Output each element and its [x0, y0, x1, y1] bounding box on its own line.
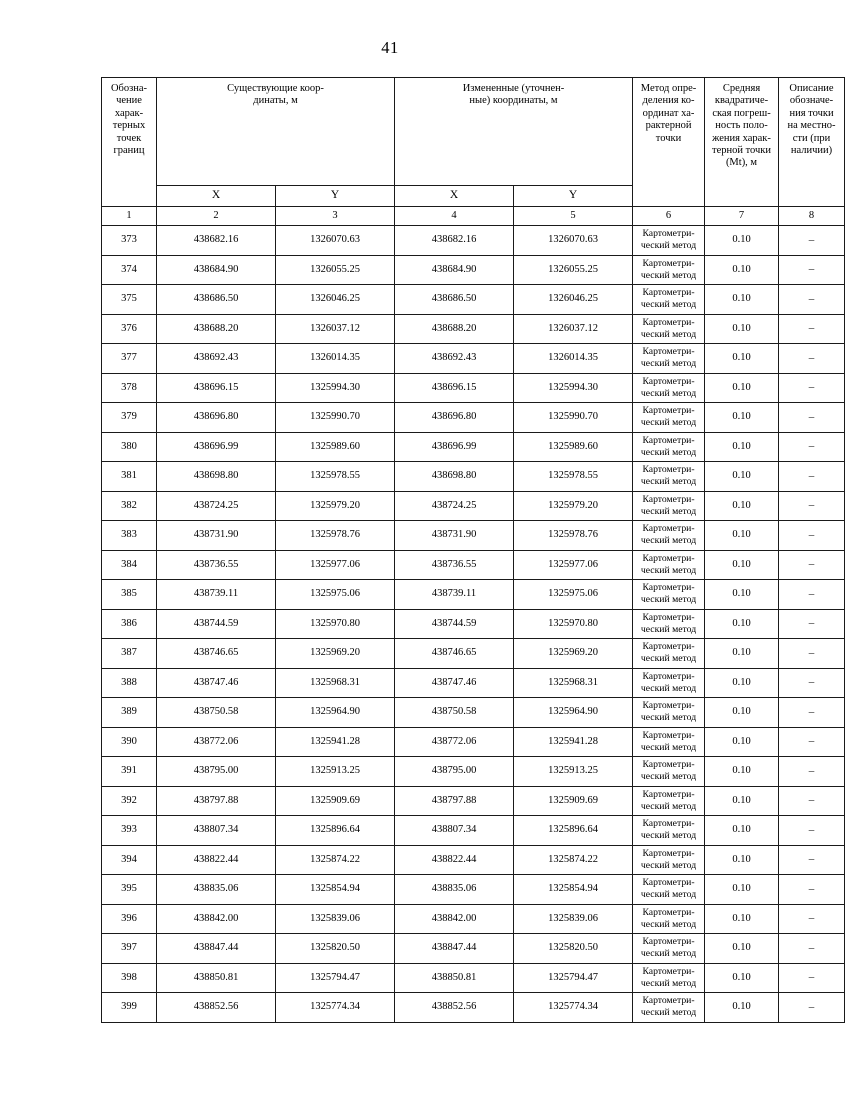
cell-changed-x: 438739.11	[395, 580, 514, 610]
cell-point-number: 374	[102, 255, 157, 285]
cell-changed-y: 1325968.31	[514, 668, 633, 698]
cell-existing-x: 438795.00	[157, 757, 276, 787]
cell-point-number: 381	[102, 462, 157, 492]
cell-mean-square-error: 0.10	[705, 727, 779, 757]
cell-changed-x: 438835.06	[395, 875, 514, 905]
cell-changed-y: 1325794.47	[514, 963, 633, 993]
cell-point-number: 390	[102, 727, 157, 757]
cell-description: –	[779, 285, 845, 315]
table-row	[102, 875, 845, 905]
cell-changed-y: 1326055.25	[514, 255, 633, 285]
cell-changed-x: 438698.80	[395, 462, 514, 492]
cell-existing-y: 1326014.35	[276, 344, 395, 374]
cell-changed-y: 1325774.34	[514, 993, 633, 1023]
header-row-column-numbers	[102, 207, 845, 226]
cell-changed-x: 438682.16	[395, 226, 514, 256]
cell-existing-y: 1325874.22	[276, 845, 395, 875]
column-number: 5	[514, 207, 633, 226]
table-header	[102, 78, 845, 226]
column-number: 3	[276, 207, 395, 226]
cell-changed-y: 1325975.06	[514, 580, 633, 610]
cell-description: –	[779, 226, 845, 256]
cell-mean-square-error: 0.10	[705, 816, 779, 846]
cell-changed-x: 438795.00	[395, 757, 514, 787]
cell-description: –	[779, 639, 845, 669]
cell-changed-x: 438842.00	[395, 904, 514, 934]
cell-mean-square-error: 0.10	[705, 285, 779, 315]
cell-mean-square-error: 0.10	[705, 403, 779, 433]
cell-existing-y: 1325979.20	[276, 491, 395, 521]
table-row	[102, 550, 845, 580]
cell-changed-y: 1325909.69	[514, 786, 633, 816]
cell-existing-x: 438684.90	[157, 255, 276, 285]
cell-description: –	[779, 609, 845, 639]
cell-description: –	[779, 875, 845, 905]
cell-existing-y: 1325989.60	[276, 432, 395, 462]
cell-existing-x: 438686.50	[157, 285, 276, 315]
cell-description: –	[779, 668, 845, 698]
header-point-designation: Обозна- чение харак- терных точек границ	[102, 78, 157, 207]
cell-changed-x: 438747.46	[395, 668, 514, 698]
cell-changed-x: 438822.44	[395, 845, 514, 875]
cell-description: –	[779, 963, 845, 993]
cell-changed-x: 438750.58	[395, 698, 514, 728]
cell-existing-x: 438847.44	[157, 934, 276, 964]
header-existing-coords: Существующие коор- динаты, м	[157, 78, 395, 186]
cell-point-number: 373	[102, 226, 157, 256]
column-number: 2	[157, 207, 276, 226]
cell-existing-x: 438682.16	[157, 226, 276, 256]
cell-method: Картометри- ческий метод	[633, 491, 705, 521]
cell-existing-x: 438696.80	[157, 403, 276, 433]
cell-method: Картометри- ческий метод	[633, 668, 705, 698]
cell-changed-x: 438744.59	[395, 609, 514, 639]
cell-changed-y: 1325994.30	[514, 373, 633, 403]
cell-description: –	[779, 904, 845, 934]
cell-existing-y: 1325794.47	[276, 963, 395, 993]
cell-method: Картометри- ческий метод	[633, 757, 705, 787]
cell-mean-square-error: 0.10	[705, 432, 779, 462]
cell-description: –	[779, 845, 845, 875]
cell-mean-square-error: 0.10	[705, 609, 779, 639]
header-row-main	[102, 78, 845, 186]
cell-point-number: 391	[102, 757, 157, 787]
cell-existing-y: 1325977.06	[276, 550, 395, 580]
cell-existing-y: 1325978.55	[276, 462, 395, 492]
cell-description: –	[779, 934, 845, 964]
cell-existing-y: 1325820.50	[276, 934, 395, 964]
cell-method: Картометри- ческий метод	[633, 786, 705, 816]
cell-method: Картометри- ческий метод	[633, 550, 705, 580]
cell-method: Картометри- ческий метод	[633, 993, 705, 1023]
cell-changed-y: 1326037.12	[514, 314, 633, 344]
cell-description: –	[779, 580, 845, 610]
table-row	[102, 816, 845, 846]
cell-existing-y: 1326055.25	[276, 255, 395, 285]
cell-existing-x: 438797.88	[157, 786, 276, 816]
cell-changed-x: 438696.99	[395, 432, 514, 462]
table-row	[102, 727, 845, 757]
cell-description: –	[779, 491, 845, 521]
cell-description: –	[779, 727, 845, 757]
table-body	[102, 226, 845, 1023]
cell-mean-square-error: 0.10	[705, 757, 779, 787]
cell-method: Картометри- ческий метод	[633, 698, 705, 728]
cell-changed-y: 1325989.60	[514, 432, 633, 462]
cell-point-number: 384	[102, 550, 157, 580]
coordinates-table	[101, 77, 845, 1023]
cell-changed-y: 1325978.55	[514, 462, 633, 492]
cell-point-number: 375	[102, 285, 157, 315]
cell-changed-y: 1325820.50	[514, 934, 633, 964]
table-row	[102, 904, 845, 934]
column-number: 4	[395, 207, 514, 226]
column-number: 8	[779, 207, 845, 226]
cell-method: Картометри- ческий метод	[633, 875, 705, 905]
cell-mean-square-error: 0.10	[705, 698, 779, 728]
cell-existing-y: 1325896.64	[276, 816, 395, 846]
cell-changed-x: 438852.56	[395, 993, 514, 1023]
cell-method: Картометри- ческий метод	[633, 344, 705, 374]
cell-existing-y: 1325994.30	[276, 373, 395, 403]
cell-existing-y: 1325975.06	[276, 580, 395, 610]
cell-description: –	[779, 403, 845, 433]
cell-existing-x: 438842.00	[157, 904, 276, 934]
column-number: 7	[705, 207, 779, 226]
cell-point-number: 383	[102, 521, 157, 551]
cell-point-number: 395	[102, 875, 157, 905]
cell-existing-y: 1325968.31	[276, 668, 395, 698]
cell-existing-x: 438692.43	[157, 344, 276, 374]
cell-point-number: 387	[102, 639, 157, 669]
cell-existing-y: 1325909.69	[276, 786, 395, 816]
cell-mean-square-error: 0.10	[705, 963, 779, 993]
cell-changed-y: 1325854.94	[514, 875, 633, 905]
cell-mean-square-error: 0.10	[705, 344, 779, 374]
cell-point-number: 382	[102, 491, 157, 521]
cell-changed-x: 438692.43	[395, 344, 514, 374]
column-number: 1	[102, 207, 157, 226]
cell-changed-y: 1326046.25	[514, 285, 633, 315]
cell-method: Картометри- ческий метод	[633, 403, 705, 433]
cell-point-number: 385	[102, 580, 157, 610]
cell-mean-square-error: 0.10	[705, 845, 779, 875]
cell-existing-y: 1325913.25	[276, 757, 395, 787]
cell-changed-y: 1325977.06	[514, 550, 633, 580]
cell-existing-x: 438822.44	[157, 845, 276, 875]
cell-point-number: 380	[102, 432, 157, 462]
cell-existing-y: 1325774.34	[276, 993, 395, 1023]
cell-existing-x: 438807.34	[157, 816, 276, 846]
cell-method: Картометри- ческий метод	[633, 314, 705, 344]
cell-changed-x: 438746.65	[395, 639, 514, 669]
cell-existing-x: 438724.25	[157, 491, 276, 521]
cell-existing-y: 1325964.90	[276, 698, 395, 728]
table-row	[102, 786, 845, 816]
cell-existing-x: 438852.56	[157, 993, 276, 1023]
header-point-marking-description: Описание обозначе- ния точки на местно- сти (при наличии)	[779, 78, 845, 207]
cell-changed-y: 1325979.20	[514, 491, 633, 521]
table-row	[102, 521, 845, 551]
table-row	[102, 462, 845, 492]
cell-description: –	[779, 255, 845, 285]
cell-changed-x: 438807.34	[395, 816, 514, 846]
cell-point-number: 386	[102, 609, 157, 639]
header-changed-y: Y	[514, 186, 633, 207]
cell-changed-y: 1325941.28	[514, 727, 633, 757]
cell-changed-x: 438686.50	[395, 285, 514, 315]
cell-method: Картометри- ческий метод	[633, 963, 705, 993]
cell-existing-y: 1325941.28	[276, 727, 395, 757]
header-existing-x: X	[157, 186, 276, 207]
cell-changed-x: 438688.20	[395, 314, 514, 344]
table-row	[102, 639, 845, 669]
cell-method: Картометри- ческий метод	[633, 432, 705, 462]
cell-description: –	[779, 786, 845, 816]
cell-method: Картометри- ческий метод	[633, 816, 705, 846]
cell-existing-x: 438744.59	[157, 609, 276, 639]
cell-existing-x: 438747.46	[157, 668, 276, 698]
cell-mean-square-error: 0.10	[705, 639, 779, 669]
cell-description: –	[779, 698, 845, 728]
cell-method: Картометри- ческий метод	[633, 904, 705, 934]
cell-mean-square-error: 0.10	[705, 786, 779, 816]
cell-mean-square-error: 0.10	[705, 373, 779, 403]
cell-method: Картометри- ческий метод	[633, 226, 705, 256]
table-row	[102, 373, 845, 403]
cell-changed-y: 1326014.35	[514, 344, 633, 374]
cell-existing-x: 438736.55	[157, 550, 276, 580]
cell-method: Картометри- ческий метод	[633, 373, 705, 403]
cell-point-number: 397	[102, 934, 157, 964]
cell-existing-x: 438731.90	[157, 521, 276, 551]
cell-existing-x: 438696.99	[157, 432, 276, 462]
cell-mean-square-error: 0.10	[705, 580, 779, 610]
table-row	[102, 698, 845, 728]
cell-description: –	[779, 521, 845, 551]
cell-point-number: 377	[102, 344, 157, 374]
cell-existing-x: 438750.58	[157, 698, 276, 728]
cell-point-number: 388	[102, 668, 157, 698]
cell-mean-square-error: 0.10	[705, 668, 779, 698]
cell-method: Картометри- ческий метод	[633, 462, 705, 492]
cell-existing-x: 438696.15	[157, 373, 276, 403]
header-changed-coords: Измененные (уточнен- ные) координаты, м	[395, 78, 633, 186]
cell-point-number: 379	[102, 403, 157, 433]
coordinates-table-container	[101, 77, 836, 1023]
cell-changed-y: 1325978.76	[514, 521, 633, 551]
table-row	[102, 963, 845, 993]
cell-description: –	[779, 462, 845, 492]
cell-changed-x: 438847.44	[395, 934, 514, 964]
table-row	[102, 255, 845, 285]
cell-changed-y: 1325964.90	[514, 698, 633, 728]
cell-changed-y: 1325896.64	[514, 816, 633, 846]
cell-changed-y: 1325990.70	[514, 403, 633, 433]
header-changed-x: X	[395, 186, 514, 207]
cell-mean-square-error: 0.10	[705, 521, 779, 551]
cell-changed-y: 1325913.25	[514, 757, 633, 787]
cell-changed-x: 438772.06	[395, 727, 514, 757]
cell-point-number: 396	[102, 904, 157, 934]
cell-existing-y: 1325969.20	[276, 639, 395, 669]
cell-existing-x: 438850.81	[157, 963, 276, 993]
cell-existing-y: 1325990.70	[276, 403, 395, 433]
table-row	[102, 934, 845, 964]
cell-description: –	[779, 344, 845, 374]
cell-mean-square-error: 0.10	[705, 934, 779, 964]
table-row	[102, 609, 845, 639]
cell-existing-x: 438698.80	[157, 462, 276, 492]
cell-changed-y: 1325839.06	[514, 904, 633, 934]
table-row	[102, 403, 845, 433]
table-row	[102, 668, 845, 698]
cell-existing-y: 1325970.80	[276, 609, 395, 639]
cell-mean-square-error: 0.10	[705, 491, 779, 521]
table-row	[102, 344, 845, 374]
cell-method: Картометри- ческий метод	[633, 934, 705, 964]
cell-existing-x: 438739.11	[157, 580, 276, 610]
cell-mean-square-error: 0.10	[705, 314, 779, 344]
table-row	[102, 580, 845, 610]
cell-existing-x: 438688.20	[157, 314, 276, 344]
cell-changed-y: 1325969.20	[514, 639, 633, 669]
cell-point-number: 393	[102, 816, 157, 846]
cell-existing-y: 1325978.76	[276, 521, 395, 551]
cell-method: Картометри- ческий метод	[633, 255, 705, 285]
cell-changed-y: 1325874.22	[514, 845, 633, 875]
cell-mean-square-error: 0.10	[705, 255, 779, 285]
cell-point-number: 398	[102, 963, 157, 993]
cell-description: –	[779, 993, 845, 1023]
table-row	[102, 491, 845, 521]
table-row	[102, 314, 845, 344]
column-number: 6	[633, 207, 705, 226]
cell-changed-y: 1325970.80	[514, 609, 633, 639]
page-number: 41	[381, 38, 399, 57]
cell-method: Картометри- ческий метод	[633, 285, 705, 315]
cell-method: Картометри- ческий метод	[633, 580, 705, 610]
cell-description: –	[779, 816, 845, 846]
cell-existing-y: 1326070.63	[276, 226, 395, 256]
cell-existing-y: 1326046.25	[276, 285, 395, 315]
cell-existing-y: 1325839.06	[276, 904, 395, 934]
cell-mean-square-error: 0.10	[705, 904, 779, 934]
cell-description: –	[779, 373, 845, 403]
cell-method: Картометри- ческий метод	[633, 609, 705, 639]
cell-point-number: 376	[102, 314, 157, 344]
cell-changed-x: 438850.81	[395, 963, 514, 993]
cell-method: Картометри- ческий метод	[633, 727, 705, 757]
table-row	[102, 285, 845, 315]
cell-description: –	[779, 757, 845, 787]
cell-existing-y: 1326037.12	[276, 314, 395, 344]
header-existing-y: Y	[276, 186, 395, 207]
header-mean-square-error: Средняя квадратиче- ская погреш- ность поло- жения харак- терной точки (Mt), м	[705, 78, 779, 207]
cell-existing-y: 1325854.94	[276, 875, 395, 905]
cell-existing-x: 438772.06	[157, 727, 276, 757]
cell-description: –	[779, 314, 845, 344]
cell-changed-x: 438797.88	[395, 786, 514, 816]
cell-existing-x: 438746.65	[157, 639, 276, 669]
cell-point-number: 389	[102, 698, 157, 728]
cell-mean-square-error: 0.10	[705, 550, 779, 580]
cell-method: Картометри- ческий метод	[633, 845, 705, 875]
cell-point-number: 392	[102, 786, 157, 816]
cell-mean-square-error: 0.10	[705, 226, 779, 256]
table-row	[102, 757, 845, 787]
cell-method: Картометри- ческий метод	[633, 639, 705, 669]
cell-changed-x: 438696.80	[395, 403, 514, 433]
cell-changed-x: 438684.90	[395, 255, 514, 285]
cell-changed-x: 438736.55	[395, 550, 514, 580]
cell-mean-square-error: 0.10	[705, 462, 779, 492]
cell-changed-x: 438724.25	[395, 491, 514, 521]
cell-point-number: 378	[102, 373, 157, 403]
cell-description: –	[779, 550, 845, 580]
table-row	[102, 993, 845, 1023]
cell-point-number: 394	[102, 845, 157, 875]
cell-description: –	[779, 432, 845, 462]
cell-changed-x: 438696.15	[395, 373, 514, 403]
header-determination-method: Метод опре- деления ко- ординат ха- рактерной точки	[633, 78, 705, 207]
cell-point-number: 399	[102, 993, 157, 1023]
cell-changed-x: 438731.90	[395, 521, 514, 551]
table-row	[102, 432, 845, 462]
table-row	[102, 845, 845, 875]
cell-mean-square-error: 0.10	[705, 993, 779, 1023]
cell-existing-x: 438835.06	[157, 875, 276, 905]
cell-changed-y: 1326070.63	[514, 226, 633, 256]
cell-mean-square-error: 0.10	[705, 875, 779, 905]
cell-method: Картометри- ческий метод	[633, 521, 705, 551]
table-row	[102, 226, 845, 256]
